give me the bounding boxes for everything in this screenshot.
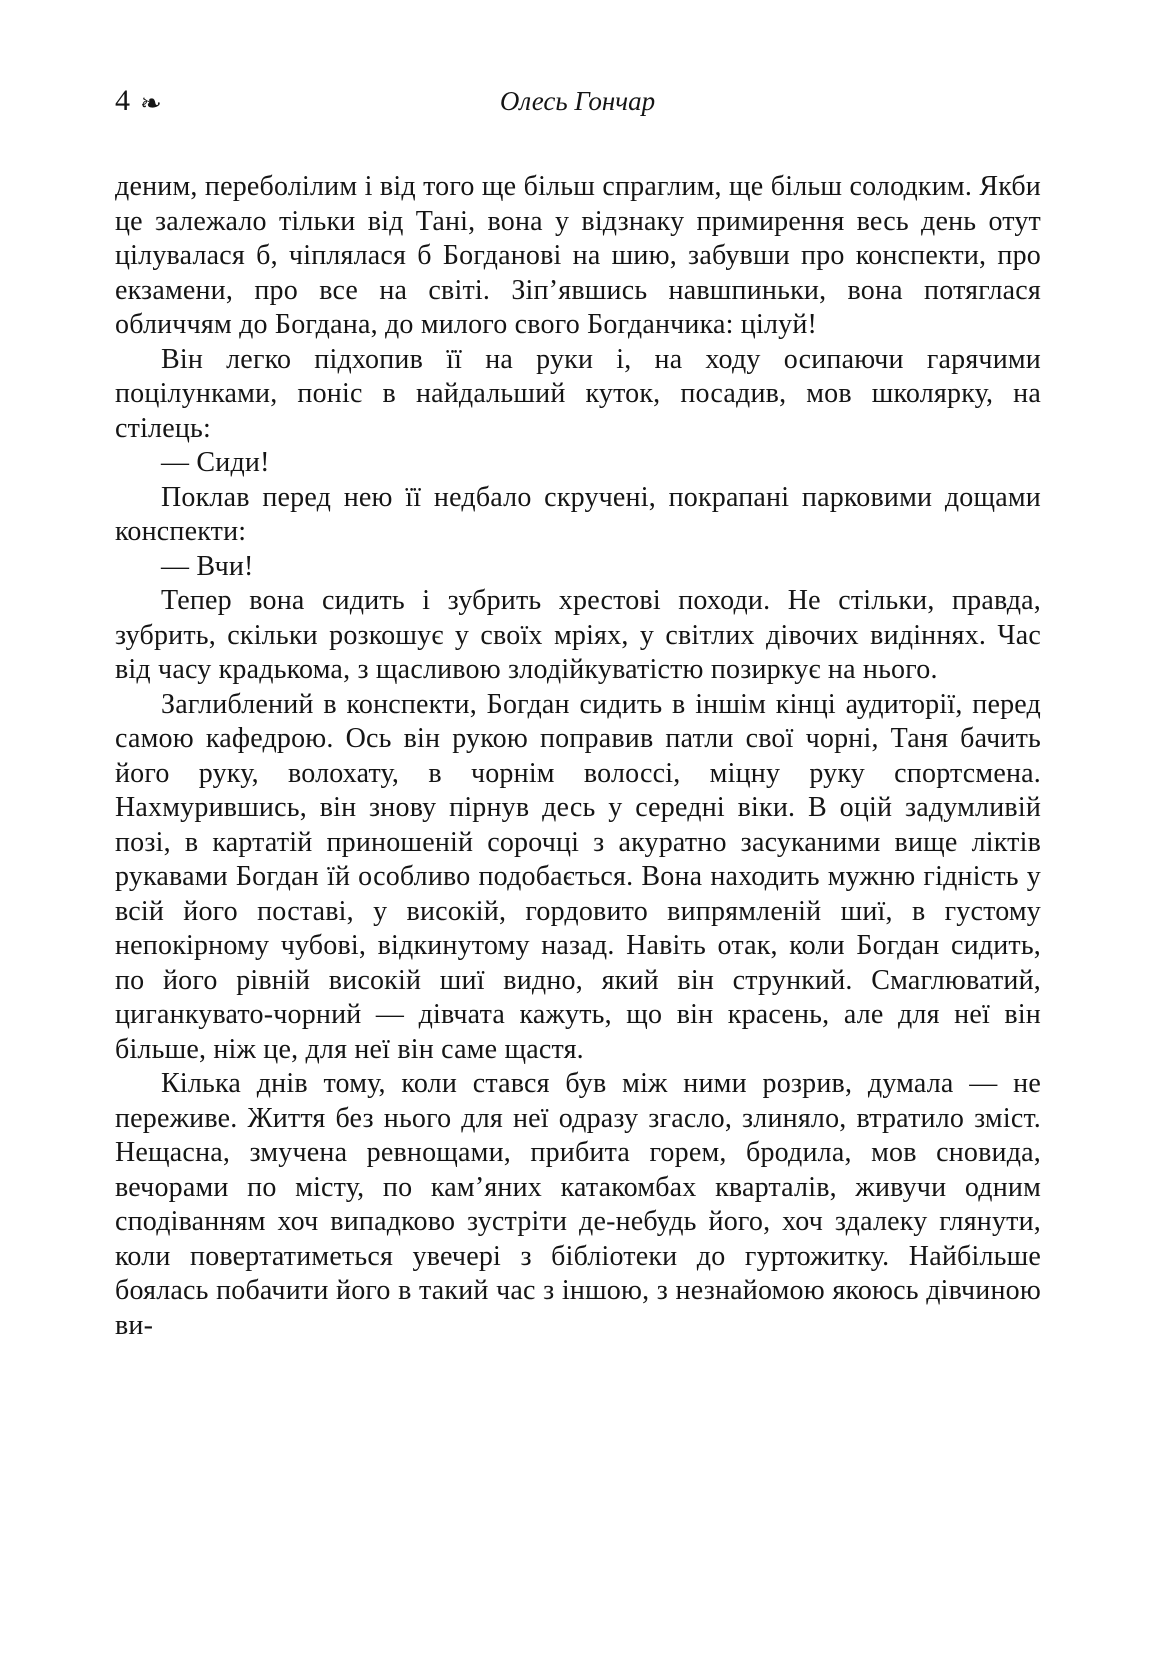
fleuron-ornament-icon: ❧ bbox=[140, 89, 162, 118]
body-text bbox=[115, 170, 1041, 1343]
paragraph: Кілька днів тому, коли стався був між ними розрив, думала — не переживе. Життя без нього для неї одразу згасло, злиняло, втратило зміст. Нещасна, змучена ревнощами, прибита горем, бродила, мов сновида, вечорами по місту, по кам’яних катакомбах кварталів, живучи одним сподіванням хоч випадково зустріти де-небудь його, хоч здалеку глянути, коли повертатиметься увечері з бібліотеки до гуртожитку. Найбільше боялась побачити його в такий час з іншою, з незнайомою якоюсь дівчиною ви- bbox=[115, 1068, 1041, 1341]
paragraph: деним, переболілим і від того ще більш спраглим, ще більш солодким. Якби це залежало тільки від Тані, вона у відзнаку примирення весь день отут цілувалася б, чіплялася б Богданові на шию, забувши про конспекти, про екзамени, про все на світі. Зіп’явшись навшпиньки, вона потяглася обличчям до Богдана, до милого свого Богданчика: цілуй! bbox=[115, 171, 1041, 340]
paragraph: Тепер вона сидить і зубрить хрестові походи. Не стільки, правда, зубрить, скільки розкошує у своїх мріях, у світлих дівочих видіннях. Час від часу крадькома, з щасливою злодійкуватістю позиркує на нього. bbox=[115, 585, 1041, 685]
page-number: 4 bbox=[115, 84, 130, 117]
paragraph-dialogue: — Сиди! bbox=[161, 447, 270, 478]
paragraph: Заглиблений в конспекти, Богдан сидить в іншім кінці аудиторії, перед самою кафедрою. Ось він рукою поправив патли свої чорні, Таня бачить його руку, волохату, в чорнім волоссі, міцну руку спортсмена. Нахмурившись, він знову пірнув десь у середні віки. В оцій задумливій позі, в картатій приношеній сорочці з акуратно засуканими вище ліктів рукавами Богдан їй особливо подобається. Вона находить мужню гідність у всій його поставі, у високій, гордовито випрямленій шиї, в густому непокірному чубові, відкинутому назад. Навіть отак, коли Богдан сидить, по його рівній високій шиї видно, який він стрункий. Смаглюватий, циганкувато-чорний — дівчата кажуть, що він красень, але для неї він більше, ніж це, для неї він саме щастя. bbox=[115, 688, 1041, 1065]
paragraph-dialogue: — Вчи! bbox=[161, 550, 254, 582]
paragraph: Поклав перед нею її недбало скручені, покрапані парковими дощами конспекти: bbox=[115, 481, 1041, 547]
running-header-title: Олесь Гончар bbox=[499, 86, 656, 116]
running-header bbox=[115, 84, 1040, 124]
paragraph: Він легко підхопив її на руки і, на ходу осипаючи гарячими поцілунками, поніс в найдальший куток, посадив, мов школярку, на стілець: bbox=[115, 343, 1041, 444]
